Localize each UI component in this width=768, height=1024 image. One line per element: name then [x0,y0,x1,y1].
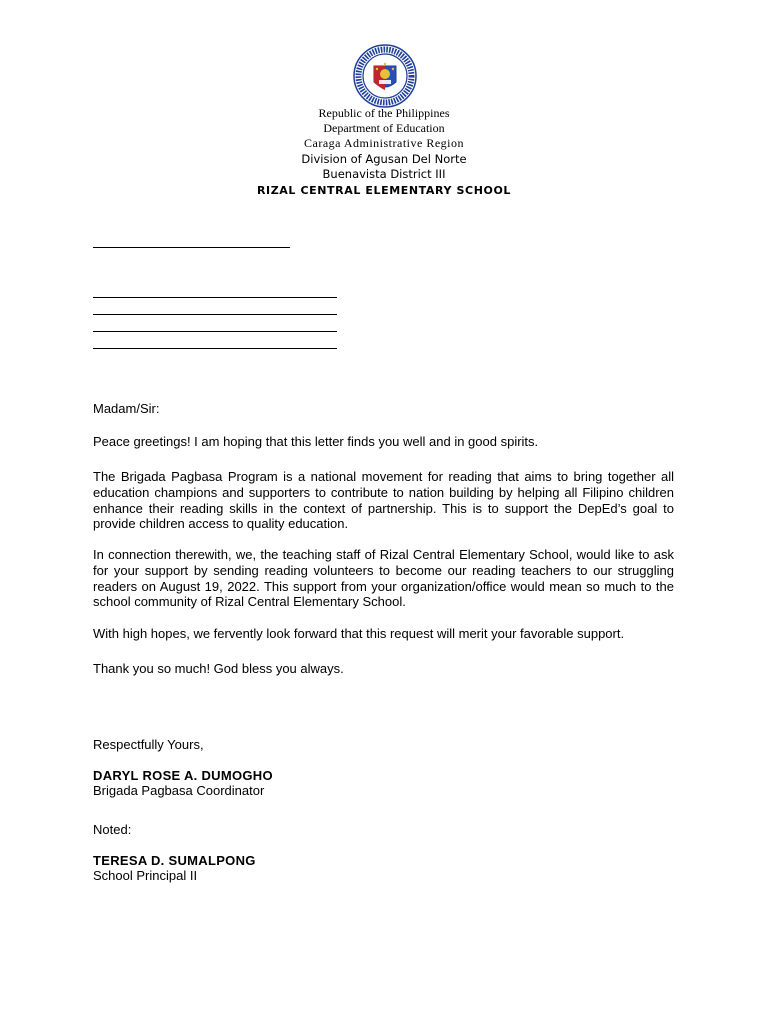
signatory-name: DARYL ROSE A. DUMOGHO [93,768,273,783]
header-region: Caraga Administrative Region [304,136,464,150]
principal-title: School Principal II [93,868,198,883]
recipient-address-line [93,331,337,332]
header-department: Department of Education [323,121,445,135]
paragraph-greeting: Peace greetings! I am hoping that this letter finds you well and in good spirits. [93,434,539,449]
header-district: Buenavista District III [322,167,446,181]
recipient-name-line [93,247,290,248]
paragraph-program: The Brigada Pagbasa Program is a national movement for reading that aims to bring together all education champions and supporters to contribute to nation building by helping all Filipino children enhance their reading skills in the context of partnership. This is to support the DepEd’s goal to provide children access to quality education. [93,469,674,532]
recipient-address-line [93,297,337,298]
header-division: Division of Agusan Del Norte [301,152,467,166]
recipient-address-line [93,348,337,349]
header-republic: Republic of the Philippines [318,106,450,120]
header-school-name: RIZAL CENTRAL ELEMENTARY SCHOOL [256,184,512,197]
deped-seal-logo [353,44,417,108]
noted-label: Noted: [93,822,132,837]
salutation: Madam/Sir: [93,401,160,416]
closing: Respectfully Yours, [93,737,204,752]
paragraph-request: In connection therewith, we, the teaching staff of Rizal Central Elementary School, would like to ask for your support by sending reading volunteers to become our reading teachers to our struggling readers on August 19, 2022. This support from your organization/office would mean so much to the school community of Rizal Central Elementary School. [93,547,674,610]
paragraph-thanks: Thank you so much! God bless you always. [93,661,344,676]
signatory-title: Brigada Pagbasa Coordinator [93,783,265,798]
principal-name: TERESA D. SUMALPONG [93,853,256,868]
paragraph-hopes: With high hopes, we fervently look forward that this request will merit your favorable support. [93,626,625,641]
recipient-address-line [93,314,337,315]
